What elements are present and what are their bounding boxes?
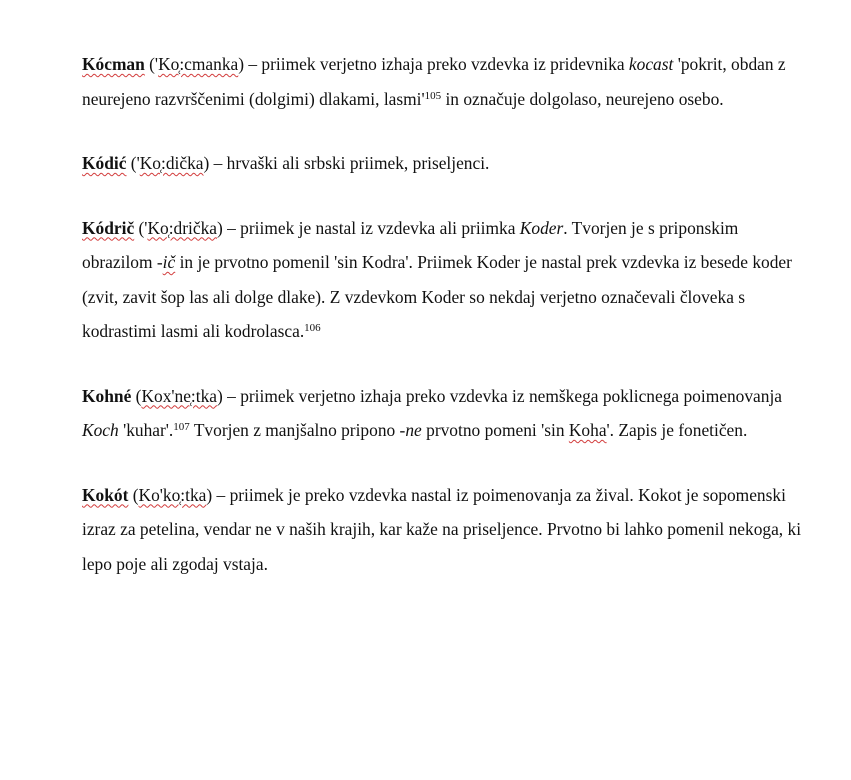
text-segment: 'kuhar'. — [118, 420, 174, 440]
text-segment: Ko̜:dička — [139, 153, 204, 173]
text-segment: . Tvorjen je s priponskim obrazilom - — [82, 217, 739, 272]
text-segment: in označuje dolgolaso, neurejeno osebo. — [441, 88, 724, 109]
italic-term: ič — [162, 252, 176, 272]
text-segment: ) – priimek verjetno izhaja preko vzdevka iz nemškega poklicnega poimenovanja — [217, 385, 782, 406]
footnote-ref: 106 — [304, 322, 321, 334]
entry-headword: Kódić — [82, 153, 127, 173]
text-segment: Tvorjen z manjšalno pripono - — [189, 420, 406, 440]
text-segment: ) – priimek je preko vzdevka nastal iz poimenovanja za žival. Kokot je sopomenski izraz za petelina, vendar ne v naših krajih, kar kaže na priseljence. Prvotno bi lahko pomenil nekoga, ki lepo poje ali zgodaj vstaja. — [82, 484, 802, 574]
document-page — [82, 47, 812, 611]
footnote-ref: 107 — [173, 421, 190, 433]
text-segment: Ko̜:drička — [147, 217, 217, 238]
entry-kocman — [82, 47, 812, 116]
text-segment: '. Zapis je fonetičen. — [606, 420, 748, 440]
text-segment: Ko̜:cmanka — [158, 54, 239, 74]
italic-term: kocast — [628, 54, 674, 74]
entry-kohne — [82, 379, 812, 448]
entry-kokot — [82, 478, 812, 582]
footnote-ref: 105 — [424, 89, 442, 102]
text-segment: Kox'ne̜:tka — [141, 385, 218, 406]
text-segment: ( — [131, 385, 142, 406]
entry-headword: Kohné — [82, 385, 132, 406]
entry-headword: Kócman — [82, 54, 145, 74]
entry-headword: Kokót — [82, 484, 129, 505]
text-segment: (' — [144, 54, 159, 74]
italic-term: Koder — [519, 217, 564, 238]
text-segment: Ko'ko̜:tka — [138, 484, 207, 505]
text-segment: ) – hrvaški ali srbski priimek, priseljenci. — [203, 153, 490, 173]
text-segment: ( — [128, 484, 139, 505]
text-segment: (' — [134, 217, 148, 238]
text-segment: (' — [126, 153, 140, 173]
text-segment: ) – priimek verjetno izhaja preko vzdevka iz pridevnika — [238, 54, 629, 74]
text-segment: in je prvotno pomenil 'sin Kodra'. Priimek Koder je nastal prek vzdevka iz besede koder (zvit, zavit šop las ali dolge dlake). Z vzdevkom Koder so nekdaj verjetno označevali človeka s kodrastimi lasmi ali kodrolasca. — [82, 252, 792, 341]
text-segment: Koha — [568, 420, 607, 440]
entry-kodic — [82, 146, 812, 181]
italic-term: Koch — [82, 420, 119, 440]
text-segment: prvotno pomeni 'sin — [421, 420, 569, 440]
text-segment: 'pokrit, obdan z neurejeno razvrščenimi (dolgimi) dlakami, lasmi' — [82, 54, 786, 109]
entry-headword: Kódrič — [82, 217, 135, 238]
text-segment: ) – priimek je nastal iz vzdevka ali priimka — [217, 217, 520, 238]
entry-kodric — [82, 211, 812, 349]
italic-term: ne — [405, 420, 422, 440]
